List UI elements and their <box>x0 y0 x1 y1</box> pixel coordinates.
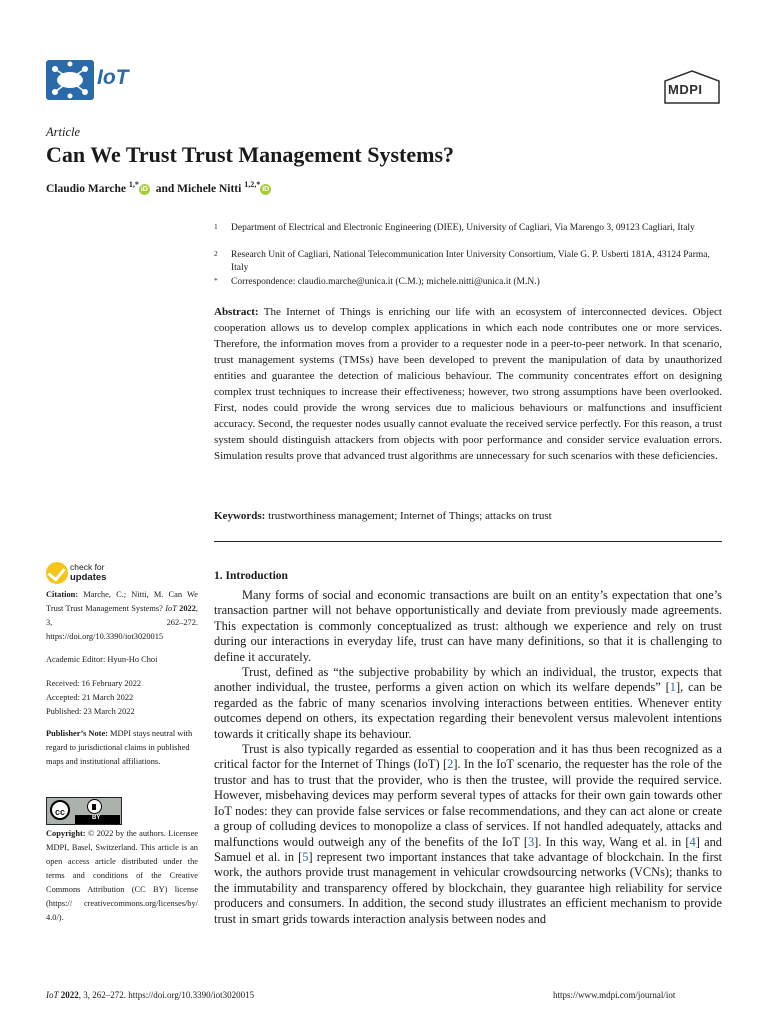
author-join: and <box>155 182 175 195</box>
citation-link[interactable]: 1 <box>669 680 676 695</box>
cc-by-license-badge[interactable] <box>46 797 122 825</box>
body-text <box>214 588 722 927</box>
keywords-text: trustworthiness management; Internet of Things; attacks on trust <box>268 510 552 522</box>
iot-journal-logo-icon <box>46 60 94 100</box>
author-name: Michele Nitti <box>177 182 242 195</box>
citation-link[interactable]: 5 <box>302 849 309 864</box>
citation-link[interactable]: 3 <box>527 834 535 849</box>
journal-url-link[interactable]: https://www.mdpi.com/journal/iot <box>553 990 676 1000</box>
abstract <box>214 304 722 464</box>
accepted-date: Accepted: 21 March 2022 <box>46 693 134 702</box>
paragraph: Trust, defined as “the subjective probability by which an individual, the trustor, expects that another individual, the trustee, performs a given action on which its welfare depends” [1], can be regarded as the fabric of many scenarios involving interactions between entities. Whenever entity outcomes depend on others, its expectation regarding their benevolent versus malevolent intentions towards it critically shape its behaviour. <box>214 665 722 741</box>
paragraph: Trust is also typically regarded as essential to cooperation and it has thus been recognized as a critical factor for the Internet of Things (IoT) [2]. In the IoT scenario, the requester has the role of the trustor and has to trust that the provider, who is then the trustee, will provide the required service. However, misbehaving devices may perform several types of attacks for their own gain towards other IoT nodes: they can provide false services or false recommendations, and they can act alone or create a group of colluding devices to monopolize a class of services. If not handled adequately, attacks and malfunctions would outweigh any of the benefits of the IoT [3]. In this way, Wang et al. in [4] and Samuel et al. in [5] represent two important instances that take advantage of blockchain. In the first work, the authors provide trust management in vehicular crowdsourcing networks (VCNs); thanks to the immutability and transparency offered by blockchain, they guarantee high reliability for service producers and consumers. In addition, the second study illustrates an efficient mechanism to provide trust in smart grids towards interaction analysis between nodes and <box>214 742 722 926</box>
published-date: Published: 23 March 2022 <box>46 707 135 716</box>
copyright: Copyright: © 2022 by the authors. Licensee MDPI, Basel, Switzerland. This article is an open access article distributed under the terms and conditions of the Creative Commons Attribution (CC BY) license (https:// creativecommons.org/licenses/by/ 4.0/). <box>46 829 198 922</box>
check-updates-icon <box>46 562 68 584</box>
paragraph: Many forms of social and economic transactions are built on an entity’s expectation that one’s transaction partner will not behave opportunistically and deviate from previously made agreements. This expectation is commonly conceptualized as trust: although we experience and rely on trust during our interactions in everyday life, trust can have many definitions, so that it is challenging to define it accurately. <box>214 588 722 664</box>
academic-editor: Academic Editor: Hyun-Ho Choi <box>46 655 158 664</box>
keywords <box>214 510 722 522</box>
cc-icon: cc <box>50 800 70 820</box>
divider <box>214 541 722 542</box>
publisher-note: Publisher’s Note: MDPI stays neutral with regard to jurisdictional claims in published maps and institutional affiliations. <box>46 729 193 766</box>
keywords-label: Keywords: <box>214 510 266 522</box>
author-name: Claudio Marche <box>46 182 126 195</box>
abstract-label: Abstract: <box>214 306 259 318</box>
affiliation-1: 1 Department of Electrical and Electronic Engineering (DIEE), University of Cagliari, Via Marengo 3, 09123 Cagliari, Italy <box>214 222 695 233</box>
citation-link[interactable]: 2 <box>447 757 454 772</box>
orcid-icon[interactable]: iD <box>262 185 270 193</box>
article-type: Article <box>46 125 81 139</box>
correspondence: * Correspondence: claudio.marche@unica.it (C.M.); michele.nitti@unica.it (M.N.) <box>214 276 540 287</box>
footer-citation: IoT 2022, 3, 262–272. https://doi.org/10.3390/iot3020015 <box>46 990 255 1000</box>
citation-link[interactable]: 4 <box>689 834 696 849</box>
publisher-name: MDPI <box>668 82 703 97</box>
author-list <box>46 180 274 195</box>
citation: Citation: Marche, C.; Nitti, M. Can We Trust Trust Management Systems? IoT 2022, 3, 262–272. https://doi.org/10.3390/iot3020015 <box>46 590 199 641</box>
mdpi-logo <box>664 70 720 109</box>
abstract-text: The Internet of Things is enriching our life with an ecosystem of interconnected devices. Object cooperation allows us to develop complex applications in which each node contributes one or more services. Therefore, the information moves from a provider to a requester node in a peer-to-peer network. In that scenario, trust management systems (TMSs) have been developed to prevent the manipulation of data by unauthorized entities and guarantee the detection of malicious behaviour. The community concentrates effort on designing complex trust techniques to increase their effectiveness; however, two strong assumptions have been overlooked. First, nodes could provide the wrong services due to malicious behaviours or malfunctions and insufficient accuracy. Second, the requester nodes usually cannot evaluate the received service perfectly. For this reason, a trust system should distinguish attackers from objects with poor performance and consider service evaluation errors. Simulation results prove that advanced trust algorithms are unnecessary for such scenarios with these deficiencies. <box>214 306 722 462</box>
orcid-icon[interactable]: iD <box>140 185 148 193</box>
author-affil-sup: 1,* <box>128 180 139 189</box>
author-affil-sup: 1,2,* <box>244 180 261 189</box>
received-date: Received: 16 February 2022 <box>46 679 142 688</box>
section-heading: 1. Introduction <box>214 570 288 582</box>
attribution-icon <box>87 799 102 814</box>
affiliation-2: 2 Research Unit of Cagliari, National Telecommunication Inter University Consortium, Viale G. P. Usberti 181A, 43124 Parma, Italy <box>214 249 710 273</box>
article-title: Can We Trust Trust Management Systems? <box>46 142 455 167</box>
journal-name: IoT <box>97 66 129 89</box>
by-label: BY <box>92 815 101 821</box>
